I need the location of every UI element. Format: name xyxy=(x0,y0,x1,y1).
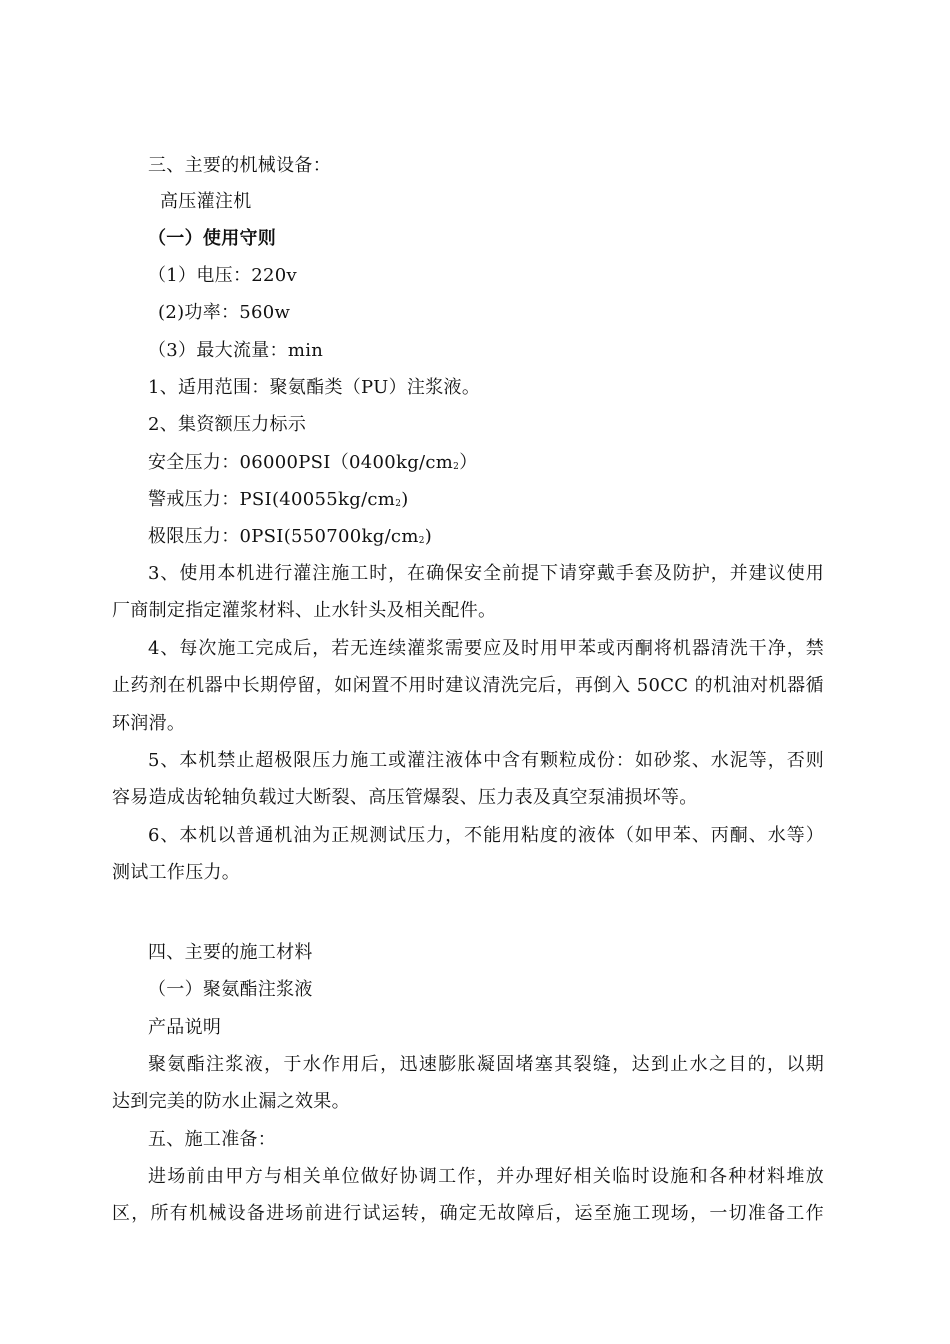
item-2: 2、集资额压力标示 xyxy=(148,414,307,435)
warn-pressure-sup: 2 xyxy=(395,499,402,509)
item-6-line-2: 测试工作压力。 xyxy=(112,862,241,883)
item-1: 1、适用范围：聚氨酯类（PU）注浆液。 xyxy=(148,377,481,398)
section5-heading: 五、施工准备： xyxy=(148,1129,277,1150)
preparation-line-2: 区，所有机械设备进场前进行试运转，确定无故障后，运至施工现场，一切准备工作 xyxy=(112,1203,824,1224)
rules-title: （一）使用守则 xyxy=(148,228,277,249)
warn-pressure xyxy=(148,488,409,516)
limit-pressure-text: 极限压力：0PSI(550700kg/cm xyxy=(148,526,419,547)
safe-pressure-end: ） xyxy=(459,452,478,473)
section4-heading: 四、主要的施工材料 xyxy=(148,942,313,963)
item-4-line-3: 环润滑。 xyxy=(112,713,186,734)
item-6-line-1: 6、本机以普通机油为正规测试压力，不能用粘度的液体（如甲苯、丙酮、水等） xyxy=(148,825,824,846)
section4-subtitle: （一）聚氨酯注浆液 xyxy=(148,979,313,1000)
machine-name: 高压灌注机 xyxy=(160,191,252,212)
warn-pressure-end: ) xyxy=(401,489,409,510)
spec-flow: （3）最大流量：min xyxy=(148,340,324,361)
product-description-line-2: 达到完美的防水止漏之效果。 xyxy=(112,1091,350,1112)
limit-pressure-end: ) xyxy=(424,526,433,547)
item-3-line-1: 3、使用本机进行灌注施工时，在确保安全前提下请穿戴手套及防护，并建议使用 xyxy=(148,563,824,584)
item-4-line-2: 止药剂在机器中长期停留，如闲置不用时建议清洗完后，再倒入 50CC 的机油对机器循 xyxy=(112,675,824,696)
limit-pressure xyxy=(148,525,432,553)
spec-power: (2)功率：560w xyxy=(158,302,291,323)
safe-pressure xyxy=(148,451,478,479)
safe-pressure-sup: 2 xyxy=(453,462,460,472)
warn-pressure-text: 警戒压力：PSI(40055kg/cm xyxy=(148,489,396,510)
spec-voltage: （1）电压：220v xyxy=(148,265,297,286)
item-5-line-2: 容易造成齿轮轴负载过大断裂、高压管爆裂、压力表及真空泵浦损坏等。 xyxy=(112,787,698,808)
item-4-line-1: 4、每次施工完成后，若无连续灌浆需要应及时用甲苯或丙酮将机器清洗干净，禁 xyxy=(148,638,824,659)
product-description-title: 产品说明 xyxy=(148,1017,222,1038)
product-description-line-1: 聚氨酯注浆液，于水作用后，迅速膨胀凝固堵塞其裂缝，达到止水之目的，以期 xyxy=(148,1054,824,1075)
section3-heading: 三、主要的机械设备： xyxy=(148,155,331,176)
item-3-line-2: 厂商制定指定灌浆材料、止水针头及相关配件。 xyxy=(112,600,497,621)
item-5-line-1: 5、本机禁止超极限压力施工或灌注液体中含有颗粒成份：如砂浆、水泥等，否则 xyxy=(148,750,824,771)
limit-pressure-sup: 2 xyxy=(418,536,425,546)
preparation-line-1: 进场前由甲方与相关单位做好协调工作，并办理好相关临时设施和各种材料堆放 xyxy=(148,1166,824,1187)
safe-pressure-text: 安全压力：06000PSI（0400kg/cm xyxy=(148,452,454,473)
